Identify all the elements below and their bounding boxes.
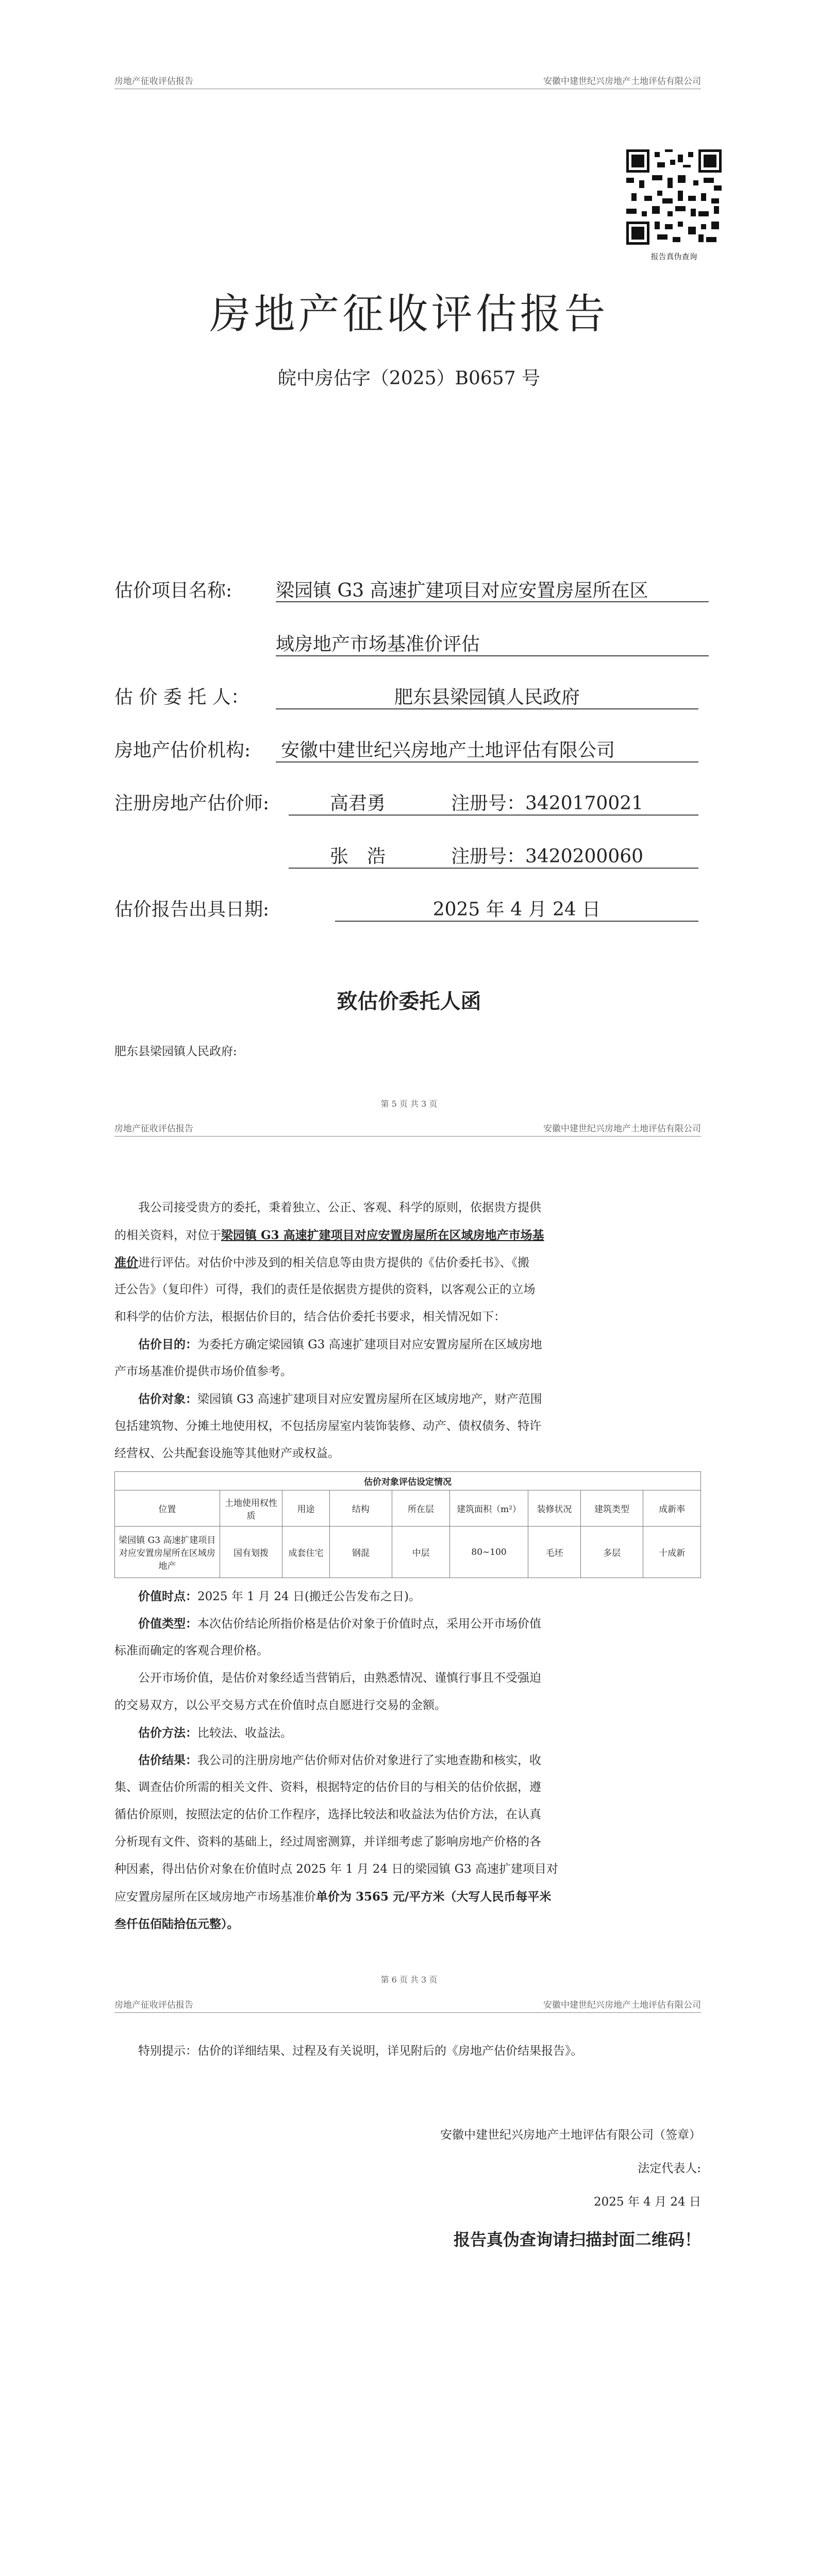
table-cell: 80~100: [449, 1527, 528, 1578]
date-value: 2025 年 4 月 24 日: [432, 899, 601, 920]
table-header: 建筑面积（m²）: [449, 1490, 528, 1527]
table-cell: 毛坯: [528, 1527, 580, 1578]
table-header: 土地使用权性质: [220, 1490, 282, 1527]
appraiser1-name: 高君勇: [330, 793, 386, 814]
project-value-1: 梁园镇 G3 高速扩建项目对应安置房屋所在区: [276, 580, 648, 601]
value-type-text-1: 本次估价结论所指价格是估价对象于价值时点，采用公开市场价值: [197, 1617, 541, 1631]
table-header: 结构: [329, 1490, 392, 1527]
qr-caption: 报告真伪查询: [650, 252, 697, 261]
result-label: 估价结果：: [138, 1753, 197, 1767]
object-text-1: 梁园镇 G3 高速扩建项目对应安置房屋所在区域房地产，财产范围: [197, 1393, 542, 1406]
appraiser1-underline: [289, 815, 698, 816]
intro-line-2: [114, 1222, 701, 1249]
type-line-1: [114, 1610, 701, 1638]
intro-project-bold: 梁园镇 G3 高速扩建项目对应安置房屋所在区域房地产市场基: [221, 1228, 544, 1242]
purpose-label: 估价目的：: [138, 1337, 197, 1351]
result-text-1: 我公司的注册房地产估价师对估价对象进行了实地查勘和核实，收: [197, 1754, 541, 1767]
report-number: 皖中房估字（2025）B0657 号: [277, 368, 541, 389]
result-line-6: [114, 1883, 701, 1911]
report-title: 房地产征收评估报告: [209, 290, 609, 338]
intro-line-1: 我公司接受贵方的委托，秉着独立、公正、客观、科学的原则，依据贵方提供: [138, 1201, 541, 1214]
project-value-2: 域房地产市场基准价评估: [276, 634, 480, 655]
result-price-bold: 单价为 3565 元/平方米（大写人民币每平米: [316, 1890, 552, 1904]
table-cell: 国有划拨: [220, 1527, 282, 1578]
intro-line-4: 迁公告》（复印件）可得，我们的责任是依据贵方提供的资料，以客观公正的立场: [114, 1283, 536, 1296]
legal-representative: 法定代表人:: [638, 2162, 701, 2175]
header-left: 房地产征收评估报告: [114, 76, 193, 87]
table-cell: 中层: [392, 1527, 450, 1578]
qr-code[interactable]: [626, 149, 722, 245]
header-right: 安徽中建世纪兴房地产土地评估有限公司: [543, 76, 701, 87]
table-cell: 梁园镇 G3 高速扩建项目对应安置房屋所在区域房地产: [115, 1527, 220, 1578]
client-value: 肥东县梁园镇人民政府: [394, 687, 580, 708]
result-text-6: 应安置房屋所在区域房地产市场基准价: [114, 1890, 316, 1904]
firm-label: 房地产估价机构:: [114, 740, 251, 761]
object-line-3: 经营权、公共配套设施等其他财产或权益。: [114, 1447, 340, 1460]
table-cell: 成套住宅: [282, 1527, 329, 1578]
table-cell: 钢混: [329, 1527, 392, 1578]
intro-text-2: 的相关资料，对位于: [114, 1229, 221, 1242]
intro-project-bold-end: 准价: [114, 1256, 138, 1269]
table-title: 估价对象评估设定情况: [115, 1472, 701, 1490]
appraiser1-reg: 注册号：3420170021: [451, 793, 644, 814]
project-underline-1: [276, 601, 709, 602]
table-cell: 多层: [580, 1527, 643, 1578]
object-line-2: 包括建筑物、分摊土地使用权，不包括房屋室内装饰装修、动产、债权债务、特许: [114, 1419, 541, 1433]
value-date-text: 2025 年 1 月 24 日(搬迁公告发布之日)。: [197, 1590, 421, 1603]
value-type-label: 价值类型：: [138, 1617, 197, 1631]
result-line-5: 种因素，得出估价对象在价值时点 2025 年 1 月 24 日的梁园镇 G3 高速扩建项目对: [114, 1862, 558, 1876]
method-line: [114, 1719, 701, 1747]
market-line-1: 公开市场价值，是估价对象经适当营销后，由熟悉情况、谨慎行事且不受强迫: [138, 1671, 541, 1685]
method-text: 比较法、收益法。: [197, 1726, 292, 1740]
result-line-3: 循估价原则，按照法定的估价工作程序，选择比较法和收益法为估价方法，在认真: [114, 1808, 541, 1821]
date-label: 估价报告出具日期:: [114, 899, 270, 920]
client-underline: [276, 708, 698, 709]
value-date-label: 价值时点：: [138, 1589, 197, 1603]
signing-company: 安徽中建世纪兴房地产土地评估有限公司（签章）: [440, 2128, 701, 2142]
firm-underline: [276, 761, 698, 762]
market-line-2: 的交易双方，以公平交易方式在价值时点自愿进行交易的金额。: [114, 1699, 446, 1712]
firm-value: 安徽中建世纪兴房地产土地评估有限公司: [281, 740, 615, 761]
verification-notice: 报告真伪查询请扫描封面二维码！: [453, 2230, 701, 2249]
intro-line-3: [114, 1249, 701, 1277]
result-line-1: [114, 1747, 701, 1774]
letter-title: 致估价委托人函: [337, 989, 481, 1013]
page-number-6: 第 6 页 共 3 页: [380, 1975, 438, 1985]
result-line-2: 集、调查估价所需的相关文件、资料，根据特定的估价目的与相关的估价依据，遵: [114, 1781, 541, 1794]
object-label: 估价对象：: [138, 1392, 197, 1406]
appraiser2-underline: [289, 868, 698, 869]
header-right-2: 安徽中建世纪兴房地产土地评估有限公司: [543, 1124, 701, 1134]
table-cell: 十成新: [643, 1527, 701, 1578]
signing-date: 2025 年 4 月 24 日: [594, 2195, 701, 2209]
type-line-2: 标准而确定的客观合理价格。: [114, 1644, 269, 1657]
project-underline-2: [276, 655, 709, 656]
client-label: 估 价 委 托 人：: [114, 687, 249, 708]
header-left-3: 房地产征收评估报告: [114, 2000, 193, 2010]
purpose-line-1: [114, 1331, 701, 1359]
result-line-7: 叁仟伍佰陆拾伍元整）。: [114, 1917, 239, 1931]
table-header: 装修状况: [528, 1490, 580, 1527]
intro-text-3: 进行评估。对估价中涉及到的相关信息等由贵方提供的《估价委托书》、《搬: [138, 1256, 529, 1269]
addressee: 肥东县梁园镇人民政府:: [114, 1045, 237, 1058]
page-number-5: 第 5 页 共 3 页: [380, 1099, 438, 1109]
method-label: 估价方法：: [138, 1726, 197, 1740]
header-right-3: 安徽中建世纪兴房地产土地评估有限公司: [543, 2000, 701, 2010]
table-header: 位置: [115, 1490, 220, 1527]
appraiser2-name: 张 浩: [330, 846, 386, 867]
date-underline: [335, 921, 698, 922]
appraiser2-reg: 注册号：3420200060: [451, 846, 644, 867]
purpose-line-2: 产市场基准价提供市场价值参考。: [114, 1365, 292, 1378]
valuation-table: [114, 1471, 701, 1578]
table-header: 用途: [282, 1490, 329, 1527]
project-label: 估价项目名称:: [114, 580, 232, 601]
purpose-text-1: 为委托方确定梁园镇 G3 高速扩建项目对应安置房屋所在区域房地: [197, 1338, 542, 1351]
date-line: [114, 1583, 701, 1611]
intro-line-5: 和科学的估价方法，根据估价目的，结合估价委托书要求，相关情况如下：: [114, 1310, 506, 1324]
object-line-1: [114, 1385, 701, 1413]
table-header: 成新率: [643, 1490, 701, 1527]
table-header: 建筑类型: [580, 1490, 643, 1527]
result-line-4: 分析现有文件、资料的基础上，经过周密测算，并详细考虑了影响房地产价格的各: [114, 1835, 541, 1849]
header-rule-3: [114, 2012, 701, 2013]
appraiser-label: 注册房地产估价师:: [114, 793, 270, 814]
header-left-2: 房地产征收评估报告: [114, 1124, 193, 1134]
table-header: 所在层: [392, 1490, 450, 1527]
header-rule-2: [114, 1136, 701, 1137]
special-note: 特别提示：估价的详细结果、过程及有关说明，详见附后的《房地产估价结果报告》。: [138, 2044, 583, 2058]
